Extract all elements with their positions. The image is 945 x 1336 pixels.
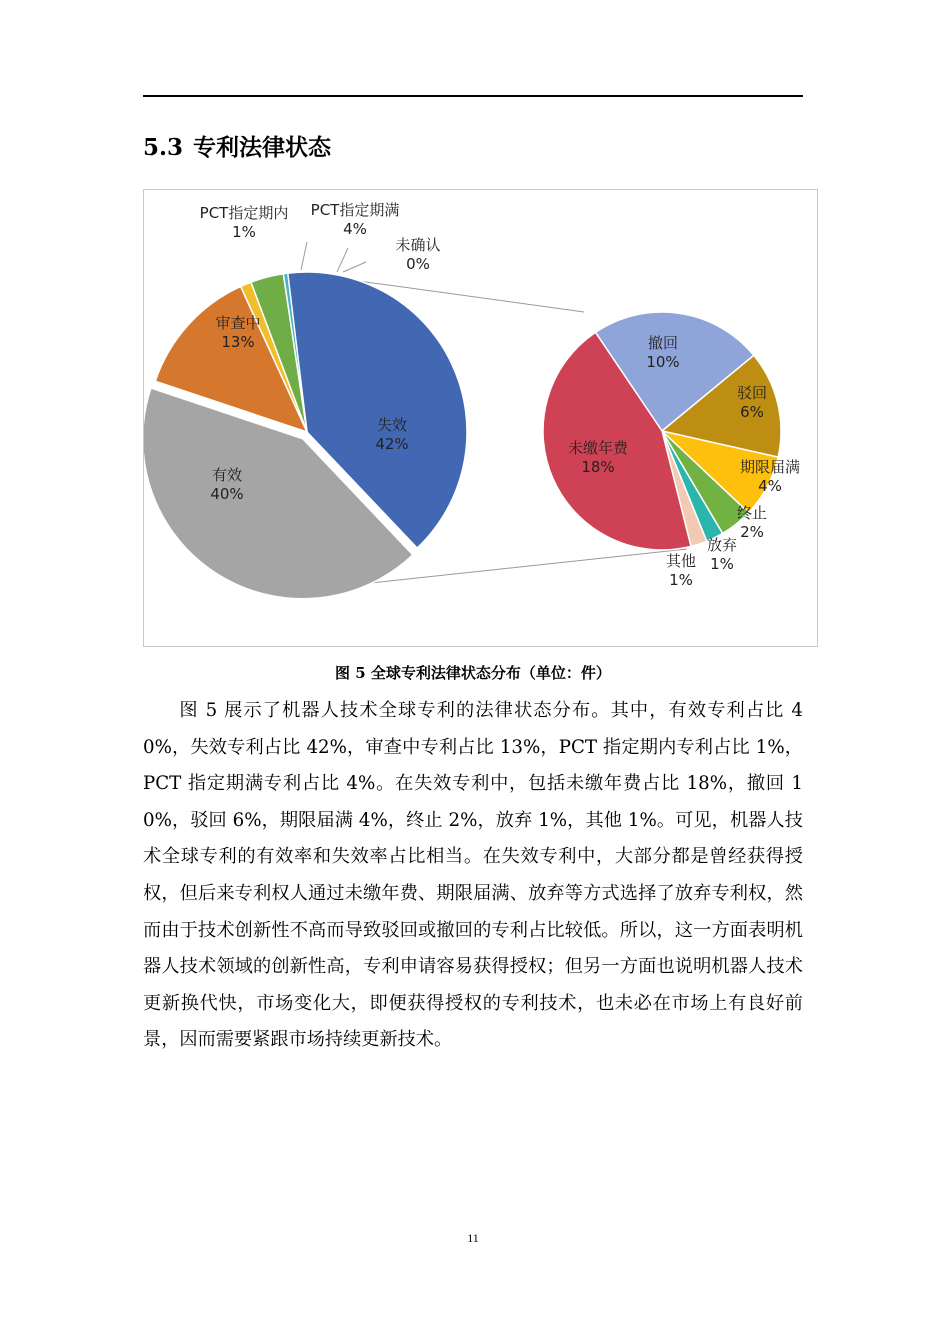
legal-status-chart bbox=[143, 189, 818, 647]
slice-label-name-0-1: 失效 bbox=[376, 416, 408, 434]
leader-line-0-5 bbox=[343, 262, 366, 272]
slice-label-value-1-4: 1% bbox=[710, 555, 734, 573]
section-title bbox=[143, 131, 331, 165]
slice-label-value-0-0: 40% bbox=[210, 485, 244, 503]
section-title-text: 专利法律状态 bbox=[193, 134, 332, 161]
figure-caption: 图 5 全球专利法律状态分布（单位：件） bbox=[335, 664, 611, 682]
slice-label-name-1-0: 撤回 bbox=[647, 334, 679, 352]
slice-label-name-1-1: 驳回 bbox=[736, 384, 768, 402]
chart-canvas bbox=[144, 190, 817, 646]
slice-label-name-0-3: PCT指定期内 bbox=[199, 204, 289, 222]
slice-label-value-0-1: 42% bbox=[375, 435, 409, 453]
slice-label-name-0-2: 审查中 bbox=[215, 314, 261, 332]
leader-line-0-3 bbox=[301, 242, 307, 270]
slice-label-name-0-5: 未确认 bbox=[395, 236, 441, 254]
slice-label-value-1-3: 2% bbox=[740, 523, 764, 541]
leader-line-0-4 bbox=[337, 248, 348, 272]
slice-label-value-1-2: 4% bbox=[758, 477, 782, 495]
slice-label-name-1-6: 未缴年费 bbox=[567, 439, 629, 457]
slice-label-name-1-5: 其他 bbox=[665, 552, 697, 570]
header-rule bbox=[143, 95, 803, 97]
slice-label-name-1-4: 放弃 bbox=[706, 536, 738, 554]
slice-label-value-1-6: 18% bbox=[581, 458, 615, 476]
main-pie bbox=[144, 272, 467, 599]
leader-lines bbox=[301, 242, 366, 272]
slice-label-name-0-4: PCT指定期满 bbox=[310, 201, 400, 219]
slice-label-value-1-0: 10% bbox=[646, 353, 680, 371]
slice-label-name-1-3: 终止 bbox=[736, 504, 768, 522]
slice-label-value-1-1: 6% bbox=[740, 403, 764, 421]
slice-label-value-0-5: 0% bbox=[406, 255, 430, 273]
section-number: 5.3 bbox=[143, 134, 184, 161]
body-paragraph: 图 5 展示了机器人技术全球专利的法律状态分布。其中，有效专利占比 40%，失效专利占比 42%，审查中专利占比 13%，PCT 指定期内专利占比 1%，PCT 指定期满专利占比 4%。在失效专利中，包括未缴年费占比 18%，撤回 10%，驳回 6%，期限届满 4%，终止 2%，放弃 1%，其他 1%。可见，机器人技术全球专利的有效率和失效率占比相当。在失效专利中，大部分都是曾经获得授权，但后来专利权人通过未缴年费、期限届满、放弃等方式选择了放弃专利权，然而由于技术创新性不高而导致驳回或撤回的专利占比较低。所以，这一方面表明机器人技术领域的创新性高，专利申请容易获得授权；但另一方面也说明机器人技术更新换代快，市场变化大，即便获得授权的专利技术，也未必在市场上有良好前景，因而需要紧跟市场持续更新技术。 bbox=[143, 700, 803, 1051]
slice-label-value-0-2: 13% bbox=[221, 333, 255, 351]
slice-label-value-1-5: 1% bbox=[669, 571, 693, 589]
slice-label-value-0-4: 4% bbox=[343, 220, 367, 238]
slice-label-name-1-2: 期限届满 bbox=[739, 458, 801, 476]
slice-label-name-0-0: 有效 bbox=[211, 466, 243, 484]
slice-label-value-0-3: 1% bbox=[232, 223, 256, 241]
page-number: 11 bbox=[467, 1231, 479, 1245]
